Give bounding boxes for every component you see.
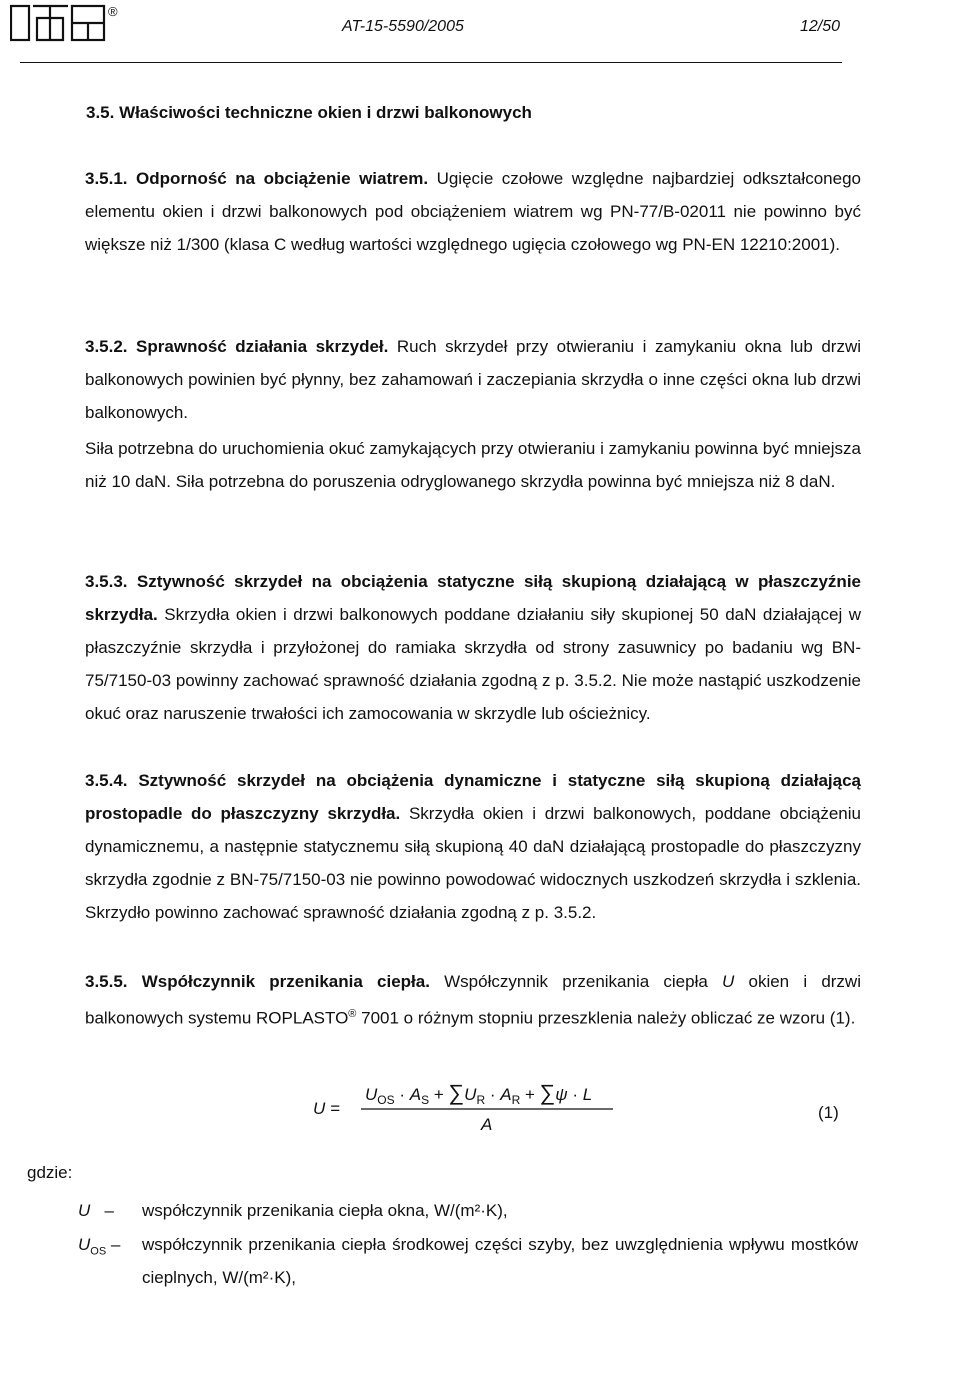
- where-label: gdzie:: [27, 1163, 73, 1182]
- paragraph-text-2: Siła potrzebna do uruchomienia okuć zamykających przy otwieraniu i zamykaniu powinna być mniejsza niż 10 daN. Siła potrzebna do poruszenia odryglowanego skrzydła powinna być mniejsza niż 8 daN.: [85, 439, 861, 491]
- paragraph-text: okien i drzwi balkonowych systemu ROPLASTO: [85, 972, 861, 1028]
- registered-mark: ®: [108, 4, 118, 19]
- page-number: 12/50: [800, 18, 841, 35]
- paragraph-3-5-2: [27, 330, 861, 498]
- header-rule: [20, 62, 842, 63]
- def-text: współczynnik przenikania ciepła środkowej części szyby, bez uwzględnienia wpływu mostków cieplnych, W/(m²·K),: [142, 1235, 858, 1287]
- paragraph-title: 3.5.3. Sztywność skrzydeł na obciążenia statyczne siłą skupioną działającą w płaszczyźnie skrzydła.: [85, 572, 861, 624]
- def-text: współczynnik przenikania ciepła okna, W/(m²·K),: [142, 1201, 508, 1220]
- definition-u: [78, 1194, 858, 1227]
- paragraph-text: Ruch skrzydeł przy otwieraniu i zamykaniu okna lub drzwi balkonowych powinien być płynny, bez zahamowań i zaczepiania skrzydła o inne części okna lub drzwi balkonowych.: [85, 337, 861, 422]
- paragraph-3-5-1: [27, 162, 861, 261]
- paragraph-text: Ugięcie czołowe względne najbardziej odkształconego elementu okien i drzwi balkonowych pod obciążeniem wiatrem wg PN-77/B-02011 nie powinno być większe niż 1/300 (klasa C według wartości względnego ugięcia czołowego wg PN-EN 12210:2001).: [85, 169, 861, 254]
- paragraph-3-5-3: [27, 565, 861, 730]
- formula-denominator: A: [481, 1115, 493, 1134]
- paragraph-text: Skrzydła okien i drzwi balkonowych poddane działaniu siły skupionej 50 daN działającej w płaszczyźnie skrzydła i przyłożonej do ramiaka skrzydła od strony zasuwnicy po badaniu wg BN-75/7150-03 powinny zachować sprawność działania zgodną z p. 3.5.2. Nie może nastąpić uszkodzenie okuć oraz naruszenie trwałości ich zamocowania w skrzydle lub ościeżnicy.: [85, 605, 861, 723]
- paragraph-text: Współczynnik przenikania ciepła: [429, 972, 723, 991]
- definition-uos: [78, 1228, 858, 1294]
- document-number: AT-15-5590/2005: [342, 18, 464, 35]
- paragraph-title: 3.5.2. Sprawność działania skrzydeł.: [85, 337, 389, 356]
- formula-lhs: U =: [313, 1099, 340, 1118]
- formula-number: (1): [818, 1103, 839, 1122]
- formula-numerator: $U_{OS} \cdot A_S + \sum U_R \cdot A_R + \sum\psi \cdot L$: [365, 1080, 593, 1107]
- registered-mark: ®: [348, 1008, 357, 1020]
- paragraph-title: 3.5.1. Odporność na obciążenie wiatrem.: [85, 169, 429, 188]
- paragraph-text: 7001 o różnym stopniu przeszklenia należy obliczać ze wzoru (1).: [356, 1008, 856, 1028]
- paragraph-title: 3.5.4. Sztywność skrzydeł na obciążenia dynamiczne i statyczne siłą skupioną działającą prostopadle do płaszczyzny skrzydła.: [85, 771, 861, 823]
- paragraph-3-5-4: [27, 764, 861, 929]
- paragraph-title: 3.5.5. Współczynnik przenikania ciepła.: [85, 972, 430, 991]
- paragraph-text: Skrzydła okien i drzwi balkonowych, poddane obciążeniu dynamicznemu, a następnie statycznemu siłą skupioną 40 daN działającą prostopadle do płaszczyzny skrzydła zgodnie z BN-75/7150-03 nie powinno powodować widocznych uszkodzeń skrzydła i szklenia. Skrzydło powinno zachować sprawność działania zgodną z p. 3.5.2.: [85, 804, 861, 922]
- def-symbol: $U_{OS}$ –: [78, 1235, 121, 1258]
- section-heading: 3.5. Właściwości techniczne okien i drzwi balkonowych: [86, 103, 532, 122]
- u-symbol: U: [722, 972, 735, 991]
- formula-1: [313, 1078, 853, 1138]
- def-symbol: U –: [78, 1201, 114, 1220]
- paragraph-3-5-5: [27, 965, 861, 1035]
- itb-logo: [10, 4, 128, 44]
